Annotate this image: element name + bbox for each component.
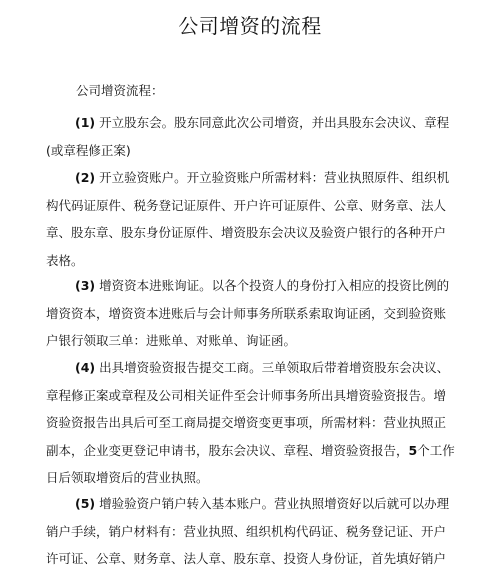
step-1-paragraph [46,109,456,164]
step-4-text-b: 个工作日后领取增资后的营业执照。 [46,442,455,485]
step-3-paragraph [46,272,456,355]
intro-line: 公司增资流程： [76,83,164,98]
document-title: 公司增资的流程 [178,14,322,38]
step-2-text: 开立验资账户。开立验资账户所需材料：营业执照原件、组织机构代码证原件、税务登记证原件、开户许可证原件、公章、财务章、法人章、股东章、股东身份证原件、增资股东会决议及验资户银行的各种开户表格。 [46,170,450,268]
step-4-paragraph [46,354,456,492]
step-1-number: (1) [75,115,96,130]
step-4-text-a: 出具增资验资报告提交工商。三单领取后带着增资股东会决议、章程修正案或章程及公司相关证件至会计师事务所出具增资验资报告。增资验资报告出具后可至工商局提交增资变更事项，所需材料：营业执照正副本，企业变更登记申请书，股东会决议、章程、增资验资报告， [46,360,450,458]
step-5-text: 增验验资户销户转入基本账户。营业执照增资好以后就可以办理销户手续，销户材料有：营业执照、组织机构代码证、税务登记证、开户许可证、公章、财务章、法人章、股东章、投资人身份证，首先填好销户 [46,496,450,566]
step-2-number: (2) [75,170,96,185]
step-4-number: (4) [75,360,96,375]
step-3-number: (3) [75,278,96,293]
step-1-text: 开立股东会。股东同意此次公司增资，并出具股东会决议、章程(或章程修正案) [46,115,450,158]
step-5-paragraph [46,490,456,573]
step-4-bold-number: 5 [408,442,418,458]
step-5-number: (5) [75,496,96,511]
step-2-paragraph [46,164,456,274]
step-3-text: 增资资本进账询证。以各个投资人的身份打入相应的投资比例的增资资本，增资资本进账后与会计师事务所联系索取询证函，交到验资账户银行领取三单：进账单、对账单、询证函。 [46,278,450,348]
